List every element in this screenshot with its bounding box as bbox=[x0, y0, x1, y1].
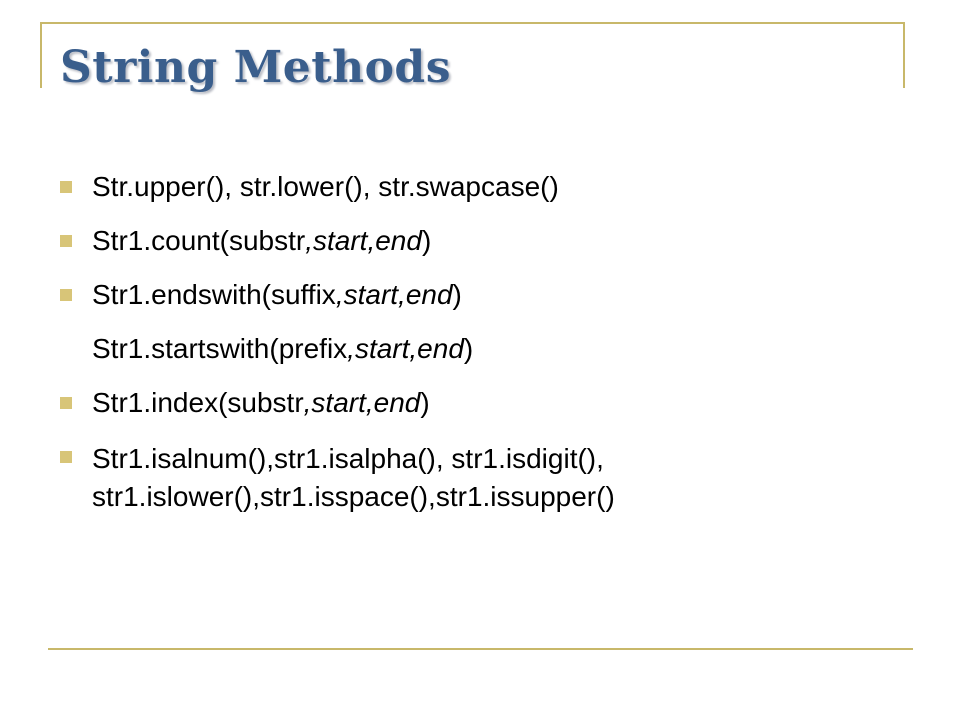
list-item bbox=[60, 224, 920, 258]
slide-title: String Methods bbox=[60, 42, 451, 93]
item-text-line-2: str1.islower(),str1.isspace(),str1.issupper() bbox=[92, 481, 615, 512]
item-text-line-1: Str1.isalnum(),str1.isalpha(), str1.isdigit(), bbox=[92, 443, 604, 474]
top-divider-line bbox=[40, 22, 905, 24]
bottom-divider-line bbox=[48, 648, 913, 650]
list-item bbox=[60, 170, 920, 204]
item-close-paren: ) bbox=[420, 387, 430, 418]
square-bullet-icon bbox=[60, 289, 72, 301]
square-bullet-icon bbox=[60, 397, 72, 409]
bullet-list bbox=[60, 170, 920, 536]
item-params: ,start,end bbox=[305, 225, 422, 256]
item-text: Str1.count(substr bbox=[92, 225, 306, 256]
item-text: Str1.endswith(suffix bbox=[92, 279, 336, 310]
list-item bbox=[60, 278, 920, 312]
item-params: ,start,end bbox=[335, 279, 453, 310]
item-close-paren: ) bbox=[463, 333, 474, 364]
square-bullet-icon bbox=[60, 451, 72, 463]
item-close-paren: ) bbox=[452, 279, 462, 310]
item-text: Str1.index(substr bbox=[92, 387, 304, 418]
right-frame-line bbox=[903, 22, 905, 88]
list-item bbox=[60, 386, 920, 420]
list-item bbox=[60, 440, 920, 516]
list-item-continuation bbox=[60, 332, 920, 366]
item-close-paren: ) bbox=[421, 225, 432, 256]
item-text: Str.upper(), str.lower(), str.swapcase() bbox=[92, 171, 559, 202]
square-bullet-icon bbox=[60, 181, 72, 193]
item-params: ,start,end bbox=[303, 387, 421, 418]
left-frame-line bbox=[40, 22, 42, 88]
square-bullet-icon bbox=[60, 235, 72, 247]
item-params: ,start,end bbox=[347, 333, 464, 364]
item-text: Str1.startswith(prefix bbox=[92, 333, 348, 364]
